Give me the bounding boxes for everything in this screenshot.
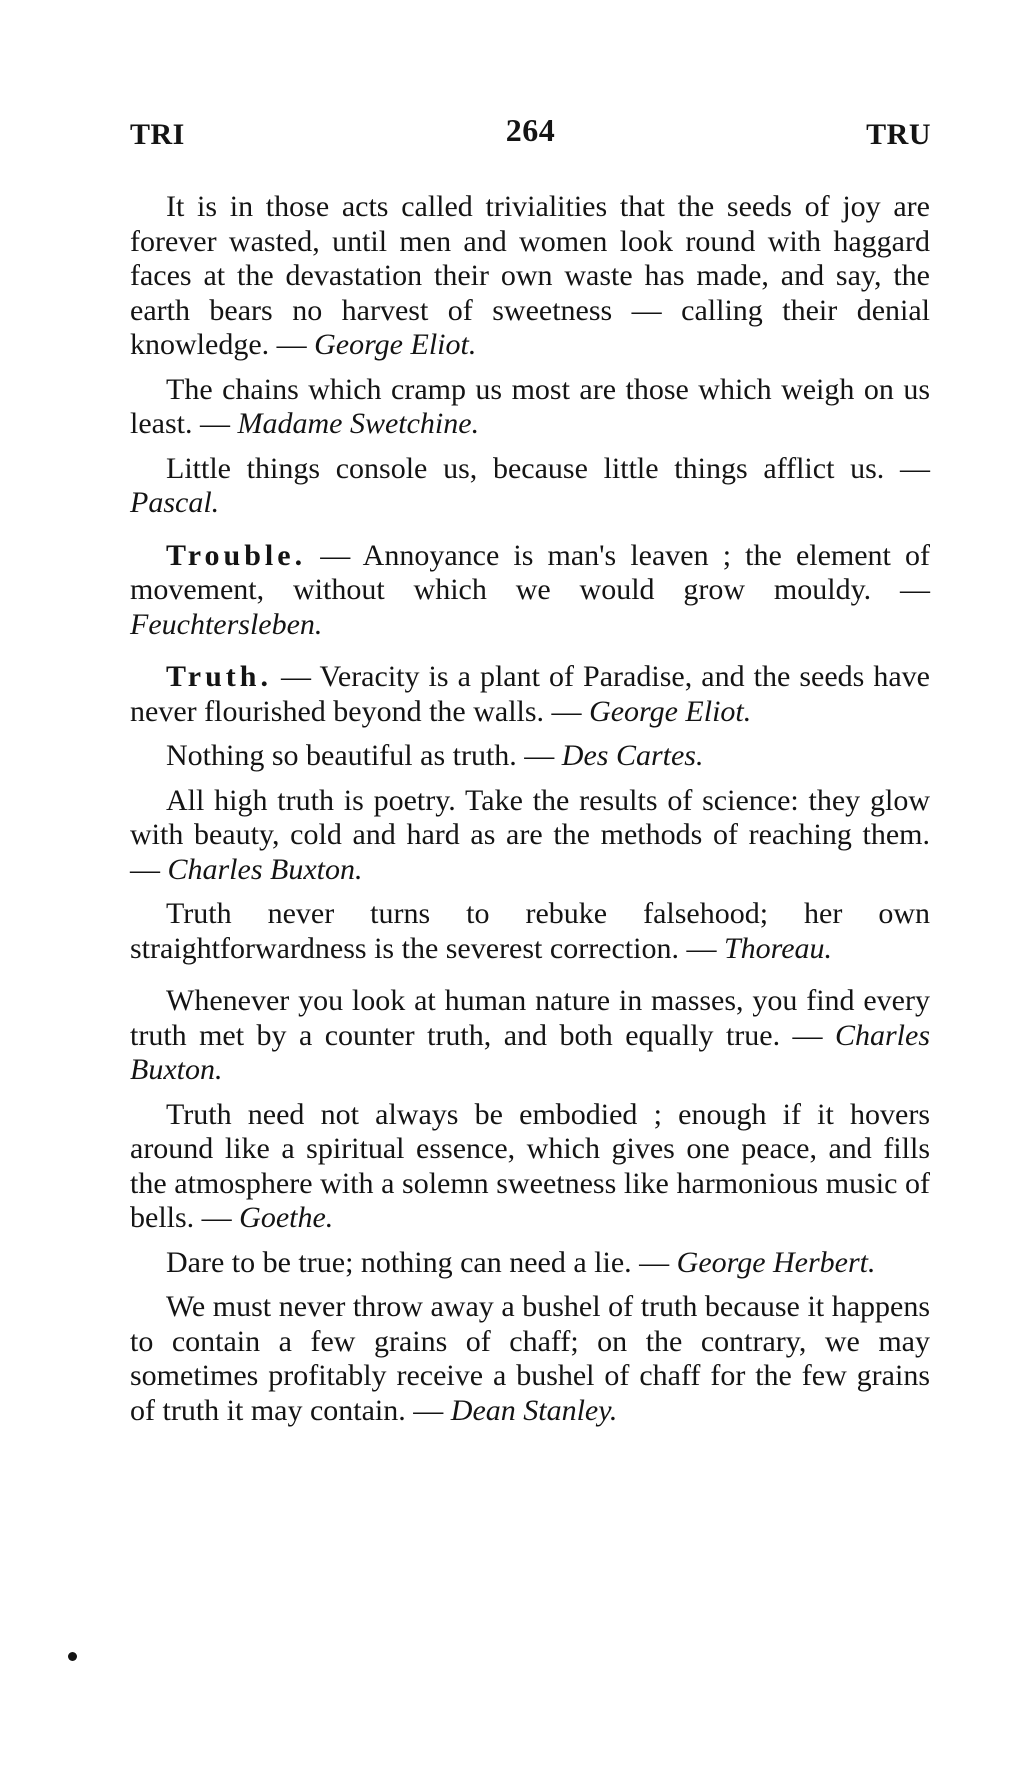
quotation-text: Nothing so beautiful as truth. — (166, 739, 562, 772)
header-right-guide-word: TRU (866, 118, 931, 151)
quotation-text: All high truth is poetry. Take the results of science: they glow with beauty, cold and hard as are the methods of reaching them. — (130, 783, 930, 886)
quotation-author: Dean Stanley. (450, 1393, 618, 1427)
quotation-author: Feuchtersleben. (130, 607, 323, 641)
topic-heading: Truth. (166, 660, 272, 693)
quotation-entry (130, 373, 930, 442)
quotation-entry (130, 1098, 930, 1236)
quotation-entry (130, 1246, 930, 1281)
page-number: 264 (505, 112, 556, 148)
ink-dot-mark (68, 1652, 77, 1661)
quotation-entry (130, 784, 930, 888)
topic-entry-truth (130, 660, 930, 729)
header-left-guide-word: TRI (130, 118, 185, 151)
quotation-text: Truth need not always be embodied ; enough if it hovers around like a spiritual essence, which gives one peace, and fills the atmosphere with a solemn sweetness like harmonious music of bells. — (130, 1097, 930, 1234)
running-header (130, 112, 931, 158)
quotation-text: — Veracity is a plant of Paradise, and the seeds have never flourished beyond the walls. — (130, 660, 930, 728)
topic-heading: Trouble. (166, 538, 307, 572)
quotation-text: It is in those acts called trivialities that the seeds of joy are forever wasted, until men and women look round with haggard faces at the devastation their own waste has made, and say, the earth bears no harvest of sweetness — calling their denial knowledge. — (130, 190, 930, 361)
quotation-entry (130, 1290, 930, 1428)
quotation-author: George Herbert. (676, 1245, 876, 1279)
quotation-author: Pascal. (130, 486, 220, 519)
quotation-list (130, 190, 930, 1438)
quotation-author: Thoreau. (723, 931, 833, 965)
quotation-entry (130, 739, 930, 774)
quotation-text: We must never throw away a bushel of truth because it happens to contain a few grains of chaff; on the contrary, we may sometimes profitably receive a bushel of chaff for the few grains of truth it may contain. — (130, 1290, 930, 1427)
quotation-entry (130, 452, 930, 521)
quotation-author: Madame Swetchine. (237, 407, 480, 440)
quotation-text: The chains which cramp us most are those which weigh on us least. — (130, 372, 930, 440)
quotation-text: Whenever you look at human nature in masses, you find every truth met by a counter truth, and both equally true. — (130, 984, 930, 1052)
quotation-text: Truth never turns to rebuke falsehood; her own straightforwardness is the severest correction. — (130, 897, 930, 965)
quotation-text: Dare to be true; nothing can need a lie. — (166, 1245, 677, 1279)
quotation-author: Goethe. (239, 1201, 334, 1234)
quotation-text: — Annoyance is man's leaven ; the element of movement, without which we would grow mouldy. — (130, 538, 930, 606)
topic-entry-trouble (130, 539, 930, 643)
quotation-entry (130, 190, 930, 363)
quotation-author: Charles Buxton. (130, 1018, 930, 1086)
quotation-entry (130, 984, 930, 1088)
quotation-text: Little things console us, because little things afflict us. — (166, 451, 930, 485)
quotation-author: George Eliot. (589, 694, 752, 728)
quotation-author: George Eliot. (314, 328, 477, 361)
quotation-entry (130, 897, 930, 966)
quotation-author: Charles Buxton. (167, 852, 363, 886)
quotation-author: Des Cartes. (561, 739, 704, 772)
